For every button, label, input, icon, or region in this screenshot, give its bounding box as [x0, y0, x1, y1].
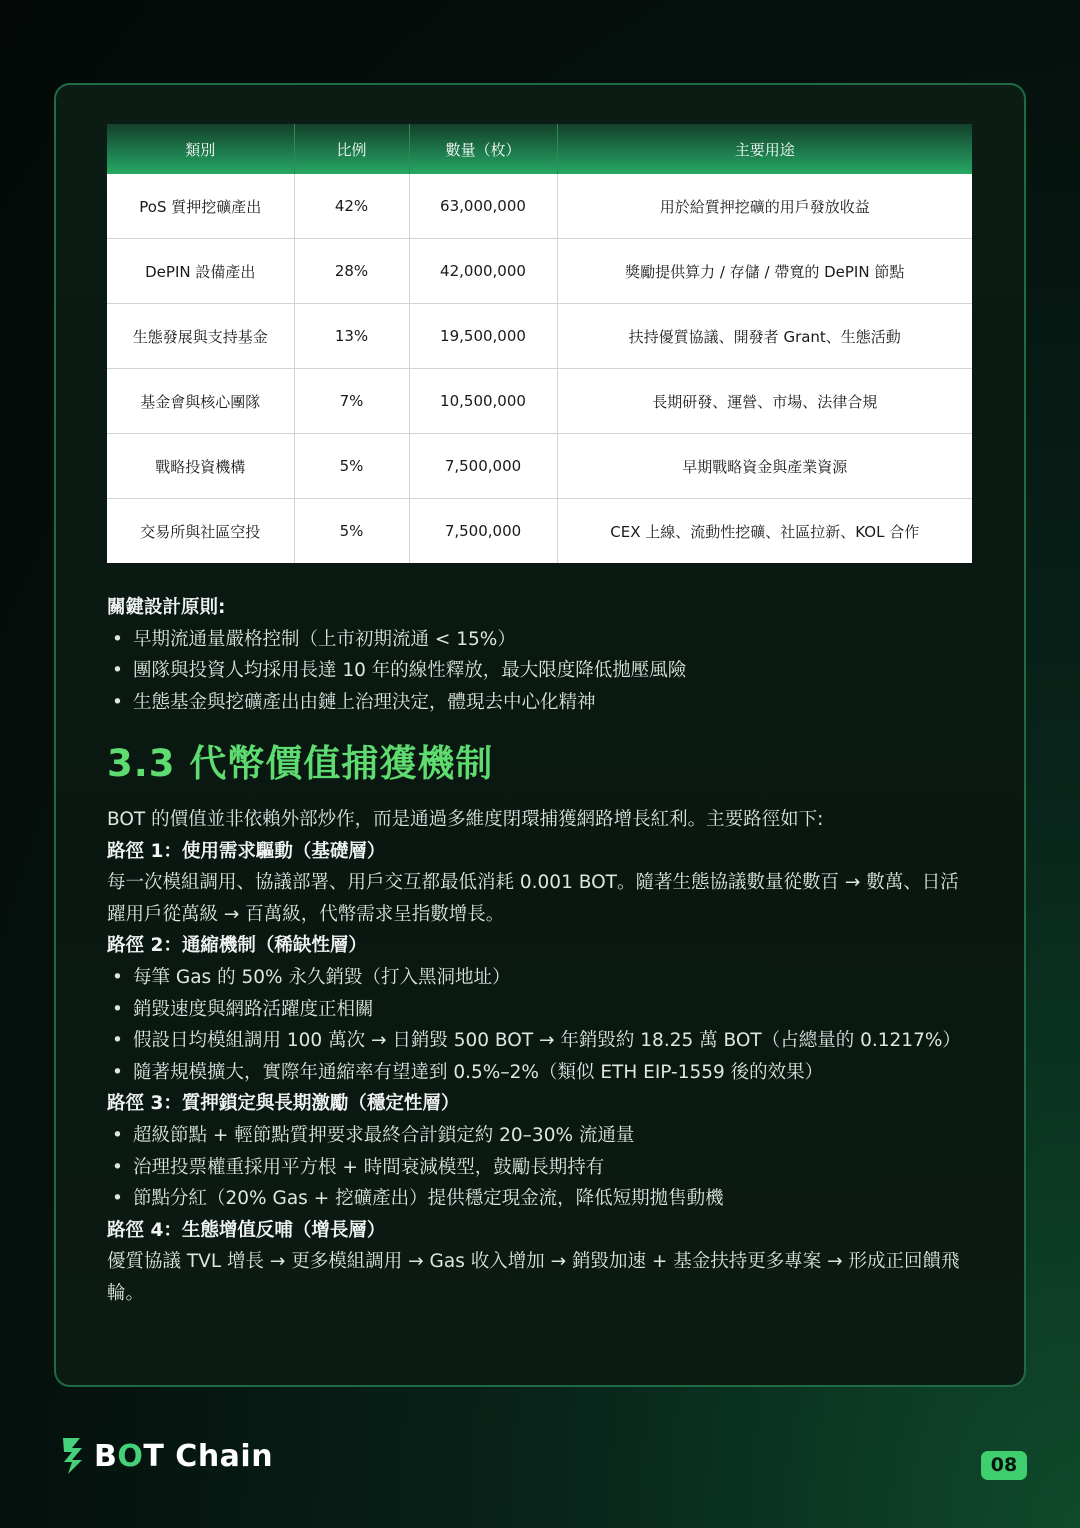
path3-item: • 超級節點 + 輕節點質押要求最終合計鎖定約 20–30% 流通量: [112, 1124, 635, 1146]
path3-item: • 節點分紅（20% Gas + 挖礦產出）提供穩定現金流，降低短期拋售動機: [112, 1188, 724, 1210]
page-number-badge: 08: [981, 1451, 1027, 1480]
principle-item: • 生態基金與挖礦產出由鏈上治理決定，體現去中心化精神: [112, 691, 596, 713]
header-ratio: 比例: [294, 124, 409, 174]
path2-item: • 每筆 Gas 的 50% 永久銷毀（打入黑洞地址）: [112, 966, 511, 988]
principle-item: • 早期流通量嚴格控制（上市初期流通 < 15%）: [112, 628, 516, 650]
header-amount: 數量（枚）: [409, 124, 557, 174]
cell-category: PoS 質押挖礦產出: [107, 174, 294, 239]
cell-category: 交易所與社區空投: [107, 499, 294, 564]
allocation-table: [107, 124, 972, 563]
table-row: [107, 499, 972, 564]
cell-amount: 7,500,000: [409, 434, 557, 499]
table-row: [107, 369, 972, 434]
cell-amount: 19,500,000: [409, 304, 557, 369]
section-intro: BOT 的價值並非依賴外部炒作，而是通過多維度閉環捕獲網路增長紅利。主要路徑如下:: [107, 809, 824, 830]
cell-amount: 10,500,000: [409, 369, 557, 434]
table-header-row: [107, 124, 972, 174]
cell-usage: 扶持優質協議、開發者 Grant、生態活動: [557, 304, 972, 369]
header-usage: 主要用途: [557, 124, 972, 174]
path3-item: • 治理投票權重採用平方根 + 時間衰減模型，鼓勵長期持有: [112, 1156, 605, 1178]
cell-ratio: 42%: [294, 174, 409, 239]
principle-item: • 團隊與投資人均採用長達 10 年的線性釋放，最大限度降低拋壓風險: [112, 660, 687, 682]
cell-usage: CEX 上線、流動性挖礦、社區拉新、KOL 合作: [610, 522, 920, 541]
principles-title: 關鍵設計原則:: [107, 597, 226, 618]
cell-usage: 早期戰略資金與產業資源: [557, 434, 972, 499]
cell-ratio: 5%: [294, 434, 409, 499]
path2-item: • 銷毀速度與網路活躍度正相關: [112, 998, 374, 1020]
path2-title: 路徑 2：通縮機制（稀缺性層）: [107, 935, 367, 957]
header-category: 類別: [107, 124, 294, 174]
cell-ratio: 7%: [294, 369, 409, 434]
cell-amount: 7,500,000: [409, 499, 557, 564]
table-row: [107, 174, 972, 239]
cell-ratio: 5%: [294, 499, 409, 564]
bot-chain-logo-icon: [60, 1436, 86, 1476]
path1-text: 每一次模組調用、協議部署、用戶交互都最低消耗 0.001 BOT。隨著生態協議數量從數百 → 數萬、日活躍用戶從萬級 → 百萬級，代幣需求呈指數增長。: [107, 872, 959, 925]
cell-usage: 長期研發、運營、市場、法律合規: [557, 369, 972, 434]
cell-amount: 63,000,000: [409, 174, 557, 239]
cell-category: 生態發展與支持基金: [107, 304, 294, 369]
value-capture-block: [107, 804, 975, 1310]
path4-text: 優質協議 TVL 增長 → 更多模組調用 → Gas 收入增加 → 銷毀加速 + 基金扶持更多專案 → 形成正回饋飛輪。: [107, 1251, 960, 1304]
cell-category: 戰略投資機構: [107, 434, 294, 499]
table-row: [107, 434, 972, 499]
brand-name: BOT Chain: [94, 1438, 274, 1474]
cell-ratio: 13%: [294, 304, 409, 369]
cell-category: 基金會與核心團隊: [107, 369, 294, 434]
path2-item: • 隨著規模擴大，實際年通縮率有望達到 0.5%–2%（類似 ETH EIP-1559 後的效果）: [112, 1061, 824, 1083]
path1-title: 路徑 1：使用需求驅動（基礎層）: [107, 840, 386, 862]
section-heading: 3.3 代幣價值捕獲機制: [107, 742, 494, 785]
cell-usage: 用於給質押挖礦的用戶發放收益: [557, 174, 972, 239]
table-row: [107, 239, 972, 304]
principles-block: [107, 592, 987, 718]
cell-amount: 42,000,000: [409, 239, 557, 304]
path4-title: 路徑 4：生態增值反哺（增長層）: [107, 1219, 386, 1241]
path2-item: • 假設日均模組調用 100 萬次 → 日銷毀 500 BOT → 年銷毀約 18.25 萬 BOT（占總量的 0.1217%）: [112, 1030, 961, 1052]
cell-ratio: 28%: [294, 239, 409, 304]
table-row: [107, 304, 972, 369]
path3-title: 路徑 3：質押鎖定與長期激勵（穩定性層）: [107, 1093, 460, 1115]
brand-logo: [60, 1435, 273, 1477]
cell-usage: 獎勵提供算力 / 存儲 / 帶寬的 DePIN 節點: [557, 239, 972, 304]
cell-category: DePIN 設備產出: [107, 239, 294, 304]
